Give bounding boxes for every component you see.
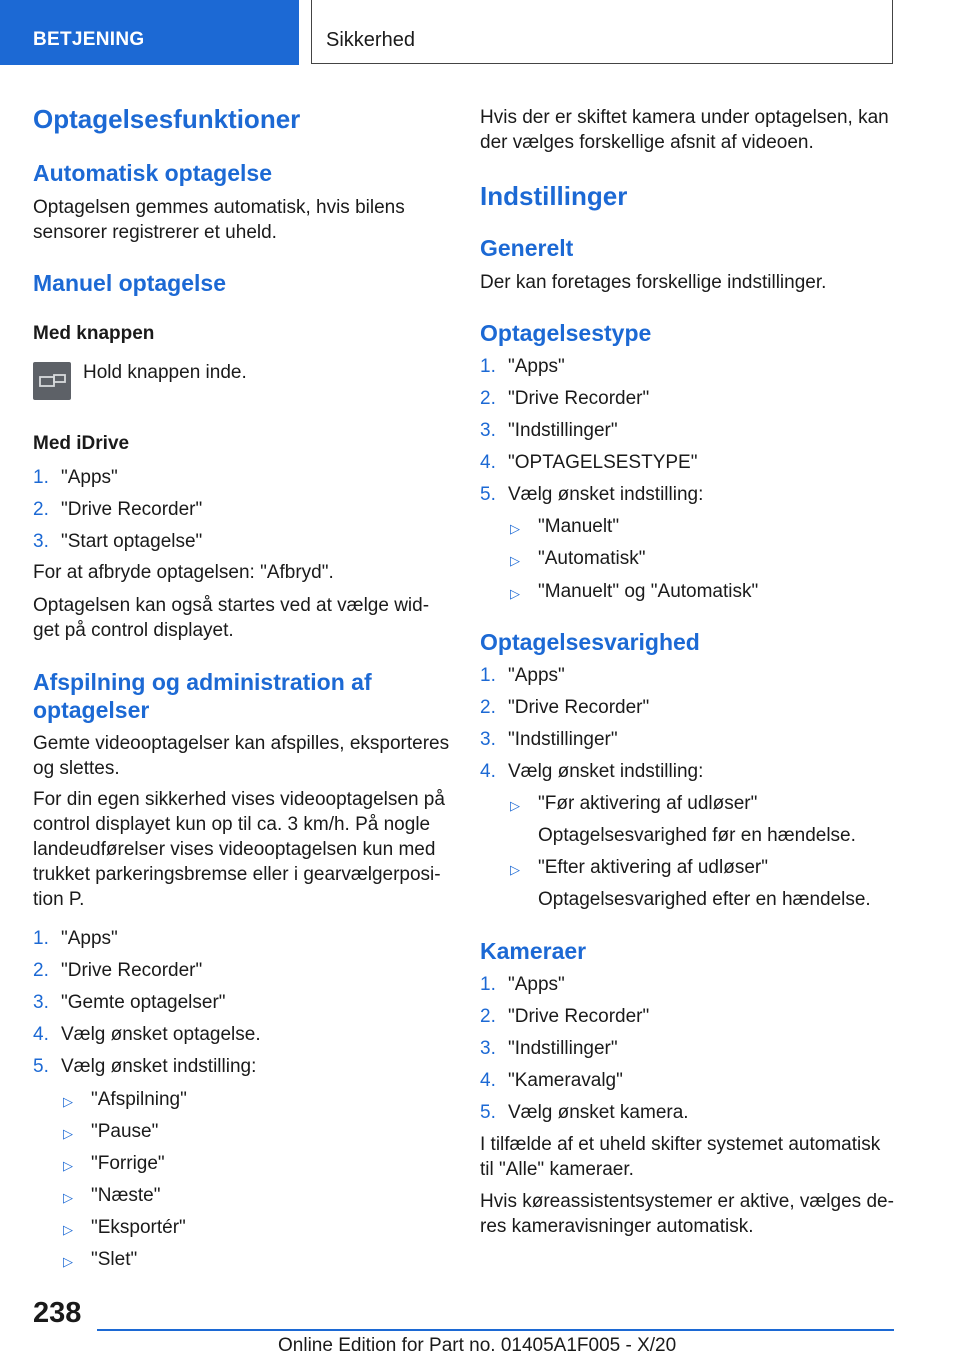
edition-text: Online Edition for Part no. 01405A1F005 - X/20 xyxy=(278,1335,677,1356)
option-description: Optagelsesvarighed før en hændelse. xyxy=(538,825,856,846)
recording-duration-heading: Optagelsesvarighed xyxy=(480,629,700,655)
playback-heading: Afspilning og administration af optagelser xyxy=(33,669,372,723)
page-title: Optagelsesfunktioner xyxy=(33,104,301,134)
recording-type-heading: Optagelsestype xyxy=(480,320,652,346)
page-number: 238 xyxy=(33,1297,82,1329)
button-subheading: Med knappen xyxy=(33,323,155,344)
idrive-subheading: Med iDrive xyxy=(33,433,130,454)
camera-switch-text: Hvis der er skiftet kamera under optagelsen, kan der vælges forskellige afsnit af videoen. xyxy=(480,107,889,153)
footer-divider xyxy=(97,1329,894,1331)
cameras-text-1: I tilfælde af et uheld skifter systemet automatisk til "Alle" kameraer. xyxy=(480,1134,881,1180)
general-text: Der kan foretages forskellige indstillinger. xyxy=(480,272,827,293)
section-tab xyxy=(0,0,299,65)
manual-recording-heading: Manuel optagelse xyxy=(33,270,226,296)
playback-text-2: For din egen sikkerhed vises videooptagelsen på control displayet kun op til ca. 3 km/h. På nogle landeudførelser vises videooptagelsen kun med trukket parkeringsbremse eller i gearvælgerposition P. xyxy=(33,789,445,910)
chapter-tab xyxy=(311,0,893,64)
auto-recording-text: Optagelsen gemmes automatisk, hvis bilens sensorer registrerer et uheld. xyxy=(33,197,405,243)
section-label: BETJENING xyxy=(33,29,145,50)
general-heading: Generelt xyxy=(480,235,574,261)
option-description: Optagelsesvarighed efter en hændelse. xyxy=(538,889,871,910)
cameras-text-2: Hvis køreassistentsystemer er aktive, vælges deres kameravisninger automatisk. xyxy=(480,1191,894,1237)
playback-text-1: Gemte videooptagelser kan afspilles, eksporteres og slettes. xyxy=(33,733,450,779)
cameras-heading: Kameraer xyxy=(480,938,587,964)
button-instruction: Hold knappen inde. xyxy=(83,362,247,383)
cancel-text: For at afbryde optagelsen: "Afbryd". xyxy=(33,562,334,583)
drive-recorder-button-icon xyxy=(33,362,71,400)
chapter-label: Sikkerhed xyxy=(326,29,415,51)
widget-text: Optagelsen kan også startes ved at vælge widget på control displayet. xyxy=(33,595,430,641)
settings-title: Indstillinger xyxy=(480,181,628,211)
auto-recording-heading: Automatisk optagelse xyxy=(33,160,272,186)
